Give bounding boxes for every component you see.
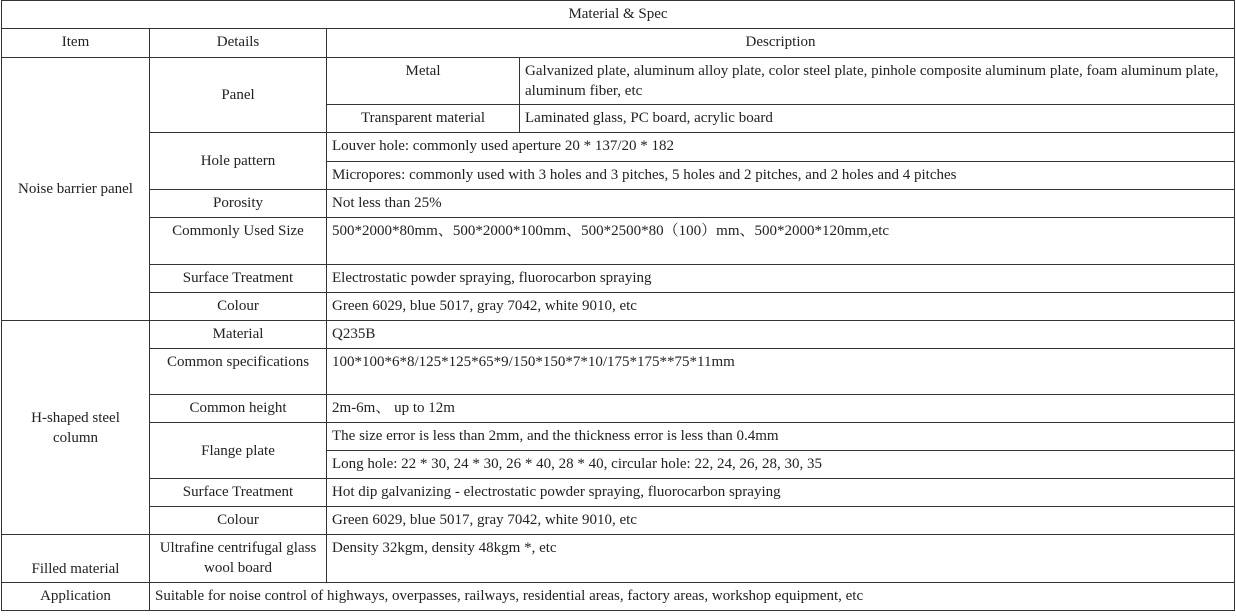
detail-common-height: Common height	[150, 395, 327, 423]
detail-common-specs: Common specifications	[150, 349, 327, 395]
porosity-value: Not less than 25%	[327, 190, 1235, 218]
table-title: Material & Spec	[2, 1, 1235, 29]
detail-glass-wool: Ultrafine centrifugal glass wool board	[150, 535, 327, 583]
detail-flange-plate: Flange plate	[150, 423, 327, 479]
item-filled-material: Filled material	[2, 535, 150, 583]
detail-colour: Colour	[150, 293, 327, 321]
colour-value-h: Green 6029, blue 5017, gray 7042, white 9010, etc	[327, 507, 1235, 535]
spec-table	[1, 0, 1235, 611]
size-value: 500*2000*80mm、500*2000*100mm、500*2500*80（100）mm、500*2000*120mm,etc	[327, 218, 1235, 265]
header-description: Description	[327, 29, 1235, 58]
material-value: Q235B	[327, 321, 1235, 349]
header-item: Item	[2, 29, 150, 58]
item-h-column: H-shaped steel column	[2, 321, 150, 535]
flange-error: The size error is less than 2mm, and the thickness error is less than 0.4mm	[327, 423, 1235, 451]
detail-colour-h: Colour	[150, 507, 327, 535]
detail-surface-treatment-h: Surface Treatment	[150, 479, 327, 507]
filled-value: Density 32kgm, density 48kgm *, etc	[327, 535, 1235, 583]
common-specs-value: 100*100*6*8/125*125*65*9/150*150*7*10/175*175**75*11mm	[327, 349, 1235, 395]
panel-metal-desc: Galvanized plate, aluminum alloy plate, color steel plate, pinhole composite aluminum plate, foam aluminum plate, aluminum fiber, etc	[520, 58, 1235, 105]
detail-material: Material	[150, 321, 327, 349]
panel-metal-label: Metal	[327, 58, 520, 105]
item-application: Application	[2, 583, 150, 611]
hole-louver: Louver hole: commonly used aperture 20 * 137/20 * 182	[327, 133, 1235, 162]
flange-holes: Long hole: 22 * 30, 24 * 30, 26 * 40, 28 * 40, circular hole: 22, 24, 26, 28, 30, 35	[327, 451, 1235, 479]
colour-value: Green 6029, blue 5017, gray 7042, white 9010, etc	[327, 293, 1235, 321]
detail-panel: Panel	[150, 58, 327, 133]
header-details: Details	[150, 29, 327, 58]
hole-micropores: Micropores: commonly used with 3 holes and 3 pitches, 5 holes and 2 pitches, and 2 holes and 4 pitches	[327, 162, 1235, 190]
panel-transparent-desc: Laminated glass, PC board, acrylic board	[520, 105, 1235, 133]
surface-treatment-value: Electrostatic powder spraying, fluorocarbon spraying	[327, 265, 1235, 293]
application-value: Suitable for noise control of highways, overpasses, railways, residential areas, factory areas, workshop equipment, etc	[150, 583, 1235, 611]
item-noise-barrier: Noise barrier panel	[2, 58, 150, 321]
detail-size: Commonly Used Size	[150, 218, 327, 265]
detail-hole-pattern: Hole pattern	[150, 133, 327, 190]
panel-transparent-label: Transparent material	[327, 105, 520, 133]
common-height-value: 2m-6m、 up to 12m	[327, 395, 1235, 423]
surface-treatment-value-h: Hot dip galvanizing - electrostatic powder spraying, fluorocarbon spraying	[327, 479, 1235, 507]
detail-surface-treatment: Surface Treatment	[150, 265, 327, 293]
detail-porosity: Porosity	[150, 190, 327, 218]
